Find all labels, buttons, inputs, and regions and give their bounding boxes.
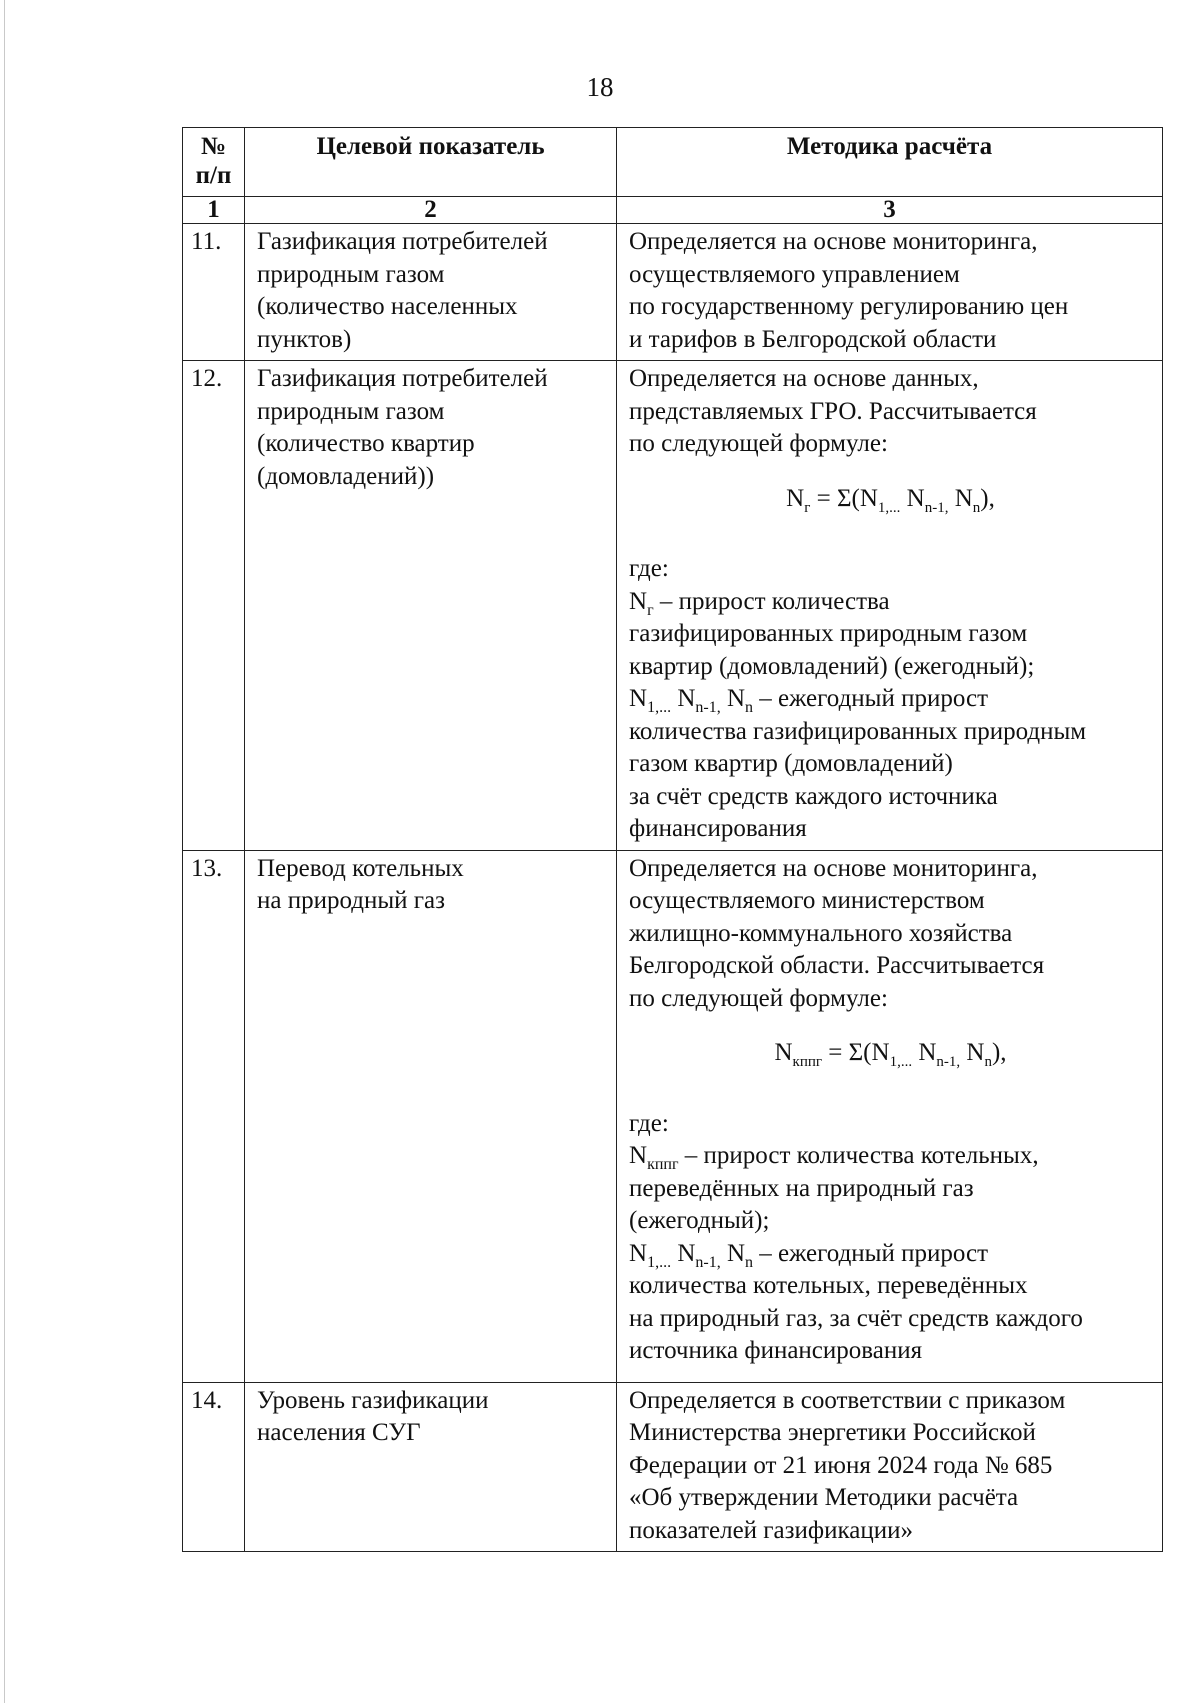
variable-symbol: N [629, 1239, 648, 1267]
formula-subscript: n-1, [924, 499, 949, 516]
variable-subscript: г [647, 601, 654, 619]
method-cell [617, 1382, 1163, 1552]
method-line: Определяется на основе мониторинга, [629, 228, 1038, 255]
method-line: представляемых ГРО. Рассчитывается [629, 397, 1037, 425]
variable-subscript: 1,... [647, 699, 672, 716]
column-number: 1 [183, 197, 245, 224]
variable-subscript: кппг [647, 1156, 679, 1173]
method-line: жилищно-коммунального хозяйства [629, 919, 1013, 947]
variable-text: – ежегодный прирост [753, 685, 988, 712]
indicator-cell [245, 361, 617, 851]
indicator-line: Перевод котельных [257, 854, 464, 882]
method-line: по следующей формуле: [629, 984, 888, 1012]
page-number: 18 [586, 72, 614, 102]
variable-text: – прирост количества котельных, [678, 1142, 1039, 1169]
indicator-line: (количество квартир [257, 430, 475, 457]
indicator-cell [245, 850, 617, 1382]
method-line: Министерства энергетики Российской [629, 1419, 1036, 1446]
variable-subscript: n [745, 699, 754, 716]
formula [629, 483, 1152, 516]
where-label: где: [629, 555, 669, 582]
indicator-line: (домовладений)) [257, 462, 435, 490]
variable-description [629, 1238, 1152, 1271]
row-number: 11. [183, 224, 245, 361]
method-line: и тарифов в Белгородской области [629, 325, 997, 353]
method-line: переведённых на природный газ [629, 1174, 974, 1202]
variable-symbol: N [629, 685, 648, 712]
formula-part: N [900, 484, 925, 512]
method-line: Белгородской области. Рассчитывается [629, 952, 1045, 979]
method-line: газифицированных природным газом [629, 620, 1028, 647]
indicator-line: Газификация потребителей [257, 228, 548, 255]
variable-text: – прирост количества [653, 587, 890, 615]
formula-part: = Σ(N [822, 1039, 890, 1066]
table-row [183, 1382, 1163, 1552]
method-line: показателей газификации» [629, 1516, 913, 1544]
formula-subscript: г [804, 499, 811, 516]
method-line: осуществляемого министерством [629, 887, 985, 914]
method-line: по следующей формуле: [629, 430, 888, 457]
formula-subscript: 1,... [889, 1054, 913, 1070]
formula-part: N [774, 1039, 793, 1066]
method-line: за счёт средств каждого источника [629, 782, 998, 810]
indicator-line: природным газом [257, 260, 445, 288]
indicator-line: на природный газ [257, 887, 446, 914]
variable-symbol: N [720, 1239, 746, 1267]
indicator-cell [245, 1382, 617, 1552]
method-line: Определяется на основе данных, [629, 365, 979, 392]
indicator-line: (количество населенных [257, 293, 518, 320]
row-number: 14. [183, 1382, 245, 1552]
table-row [183, 850, 1163, 1382]
variable-symbol: N [671, 1239, 696, 1267]
method-line: осуществляемого управлением [629, 260, 960, 288]
header-indicator: Целевой показатель [245, 128, 617, 197]
variable-subscript: 1,... [647, 1253, 672, 1271]
formula-subscript: n [984, 1054, 992, 1070]
method-line: Определяется в соответствии с приказом [629, 1386, 1066, 1414]
variable-subscript: n-1, [695, 1253, 721, 1271]
variable-symbol: N [629, 587, 648, 615]
formula-subscript: 1,... [877, 499, 901, 516]
indicator-table [182, 127, 1163, 1552]
formula-part: N [786, 484, 805, 512]
formula [629, 1037, 1152, 1070]
method-cell [617, 850, 1163, 1382]
header-method: Методика расчёта [617, 128, 1163, 197]
variable-description [629, 683, 1152, 716]
method-line: на природный газ, за счёт средств каждого [629, 1304, 1083, 1332]
method-line: количества котельных, переведённых [629, 1272, 1028, 1299]
method-line: финансирования [629, 815, 807, 842]
indicator-cell [245, 224, 617, 361]
method-line: Федерации от 21 июня 2024 года № 685 [629, 1451, 1053, 1479]
method-cell [617, 224, 1163, 361]
formula-part: N [960, 1039, 985, 1066]
variable-subscript: n-1, [695, 699, 721, 716]
where-label: где: [629, 1109, 669, 1137]
variable-subscript: n [745, 1253, 754, 1271]
formula-part: = Σ(N [810, 484, 878, 512]
row-number: 12. [183, 361, 245, 851]
column-number: 3 [617, 197, 1163, 224]
scan-edge-line [4, 0, 5, 1703]
formula-part: N [912, 1039, 937, 1066]
table-row [183, 361, 1163, 851]
indicator-line: Газификация потребителей [257, 365, 548, 392]
variable-text: – ежегодный прирост [753, 1239, 988, 1267]
variable-symbol: N [720, 685, 746, 712]
indicator-line: природным газом [257, 397, 445, 425]
table-row [183, 224, 1163, 361]
indicator-line: пунктов) [257, 325, 352, 353]
indicator-line: Уровень газификации [257, 1386, 489, 1414]
variable-symbol: N [629, 1142, 648, 1169]
method-line: по государственному регулированию цен [629, 293, 1069, 320]
variable-symbol: N [671, 685, 696, 712]
formula-subscript: n [972, 499, 981, 516]
table-header-row [183, 128, 1163, 197]
method-line: (ежегодный); [629, 1207, 770, 1234]
header-num: № п/п [183, 128, 245, 197]
method-cell [617, 361, 1163, 851]
column-number: 2 [245, 197, 617, 224]
formula-part: ), [991, 1039, 1007, 1066]
row-number: 13. [183, 850, 245, 1382]
variable-description [629, 586, 1152, 619]
variable-description [629, 1140, 1152, 1173]
method-line: «Об утверждении Методики расчёта [629, 1484, 1019, 1511]
formula-subscript: n-1, [936, 1054, 961, 1070]
method-line: газом квартир (домовладений) [629, 750, 953, 777]
method-line: количества газифицированных природным [629, 717, 1087, 745]
formula-part: ), [980, 484, 995, 512]
indicator-line: населения СУГ [257, 1419, 421, 1446]
method-line: Определяется на основе мониторинга, [629, 854, 1038, 882]
method-line: квартир (домовладений) (ежегодный); [629, 652, 1035, 680]
formula-subscript: кппг [792, 1054, 823, 1070]
column-number-row [183, 197, 1163, 224]
formula-part: N [948, 484, 973, 512]
method-line: источника финансирования [629, 1337, 923, 1364]
